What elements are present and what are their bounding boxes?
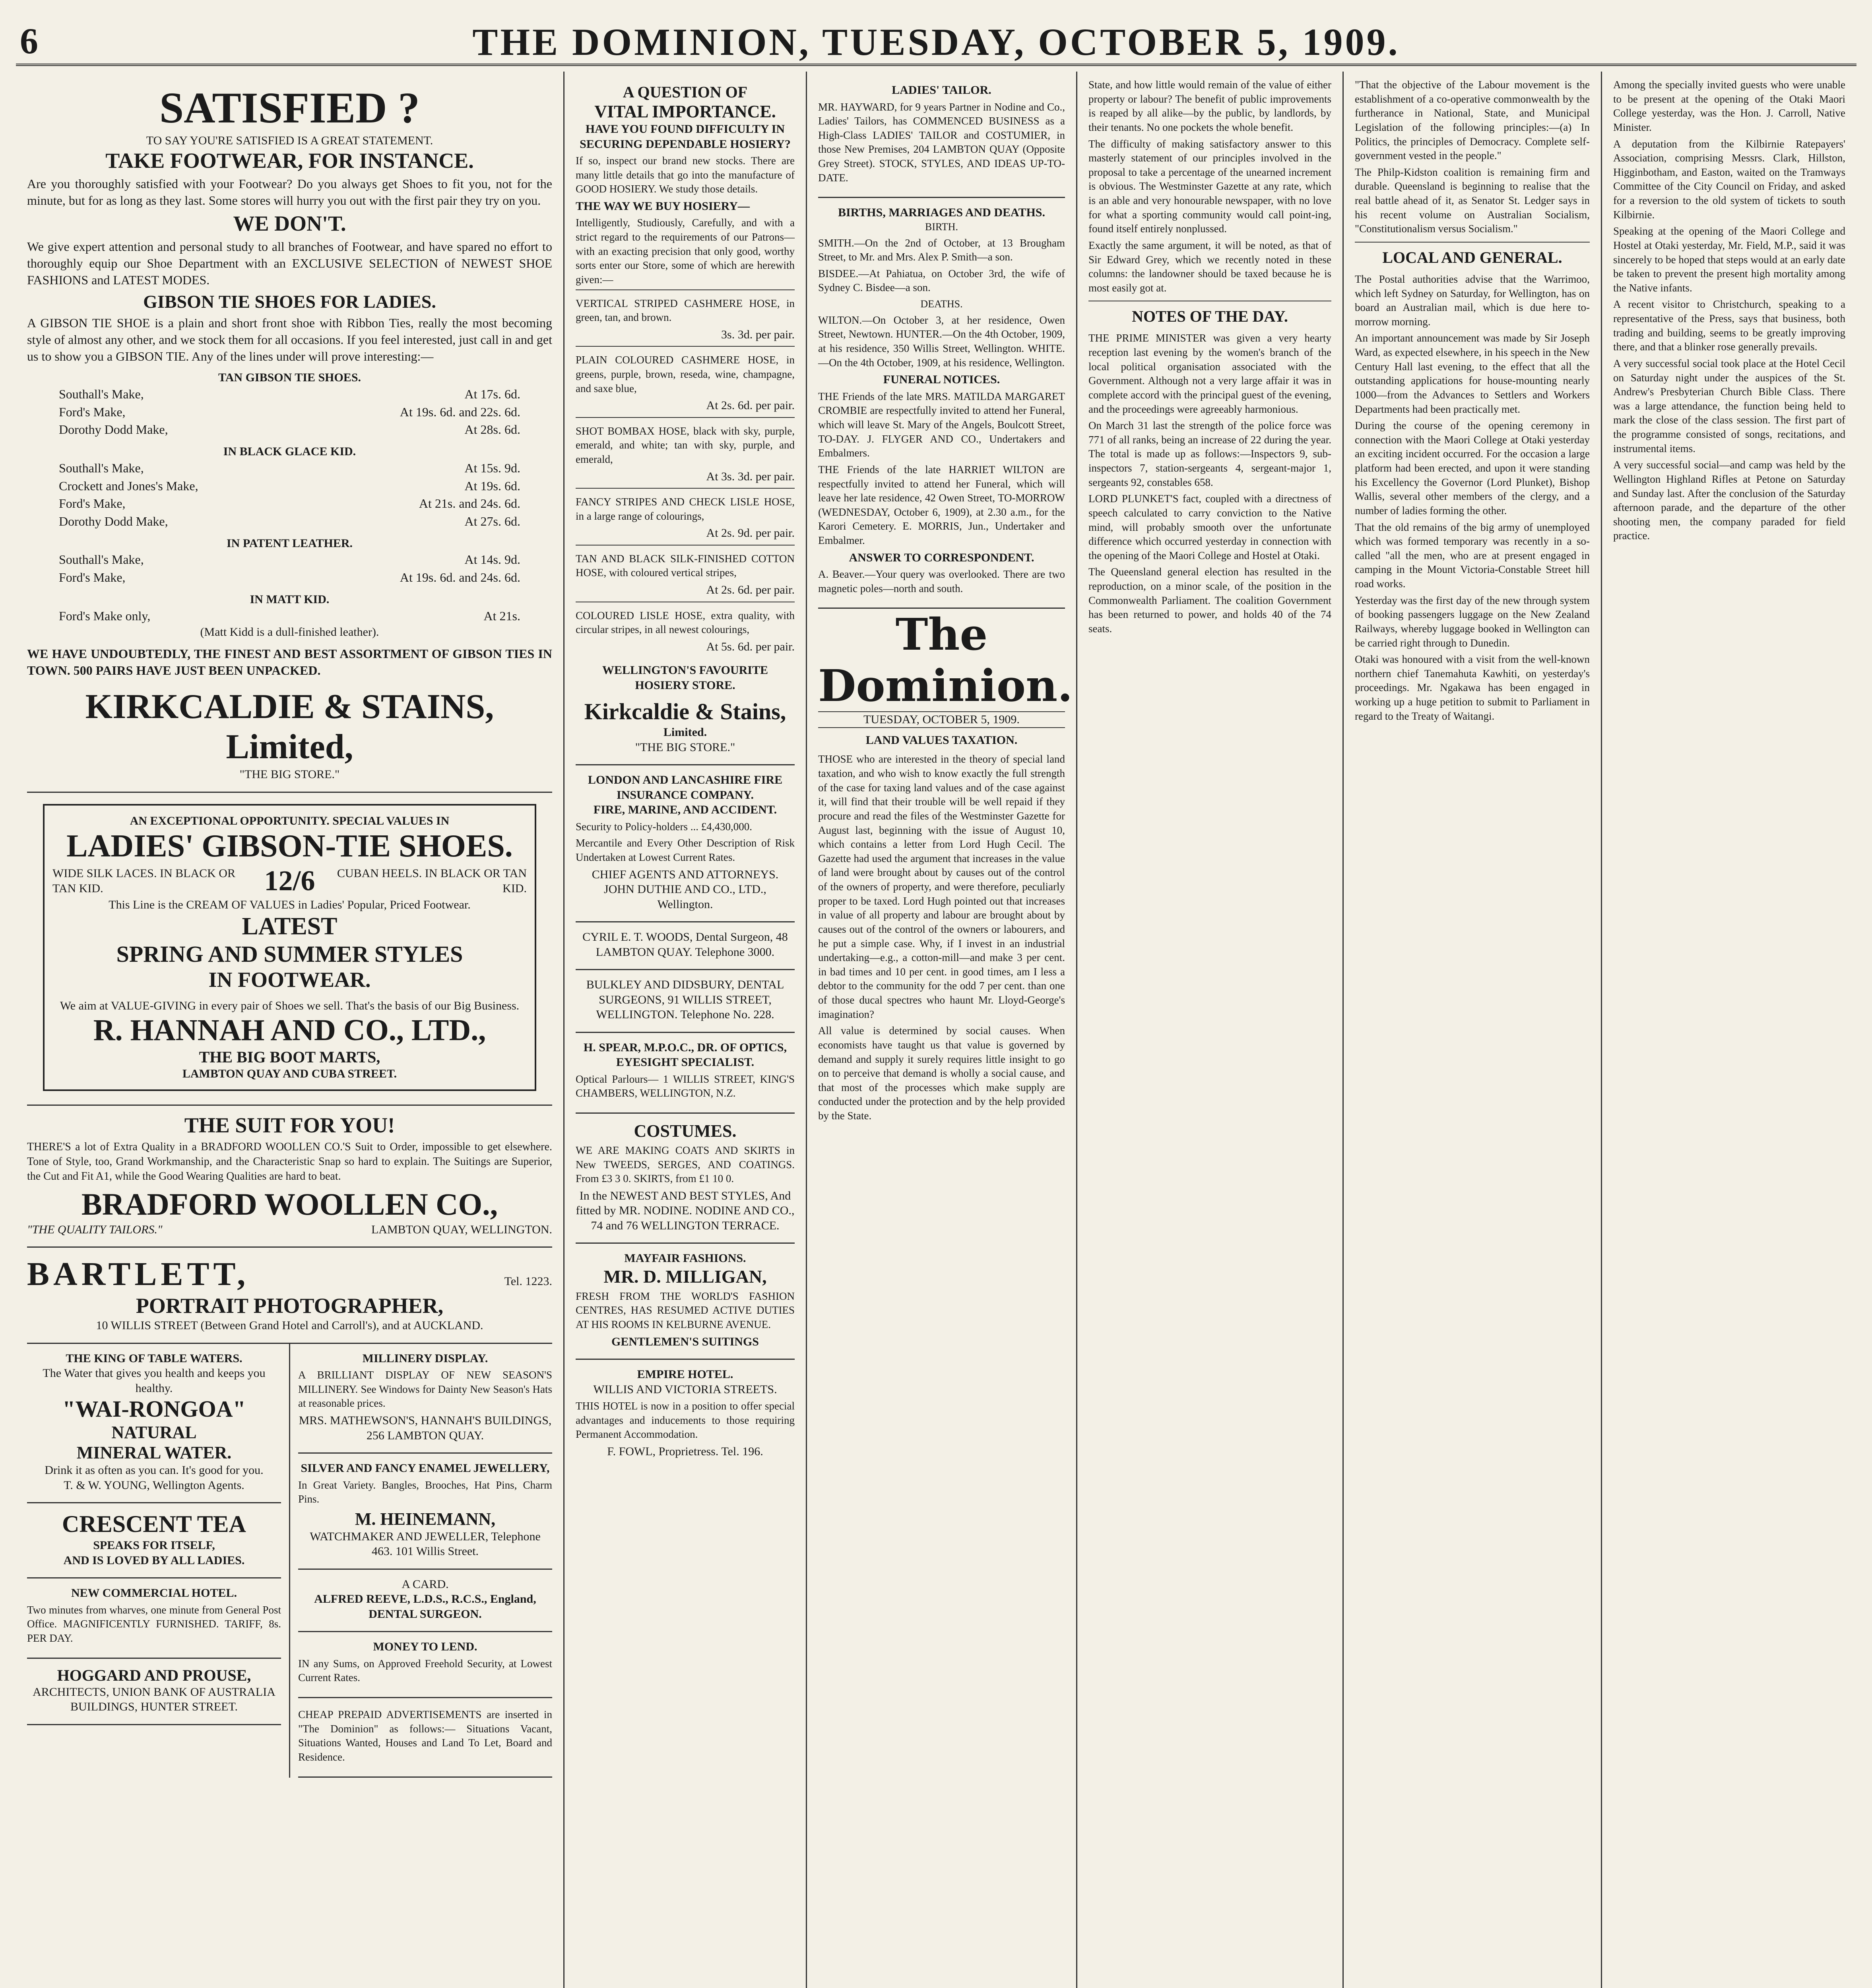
costumes-text: WE ARE MAKING COATS AND SKIRTS in New TWEEDS, SERGES, AND COATINGS. From £3 3 0. SKIRTS, from £1 10 0. [576, 1144, 795, 1185]
make-label: Crockett and Jones's Make, [59, 478, 198, 493]
bulkley-ad [576, 970, 795, 1033]
lower-ads [27, 1344, 552, 1778]
bartlett-name: BARTLETT, [27, 1256, 250, 1293]
col6-text-5: A very successful social took place at the Hotel Cecil on Saturday night under the auspices of the St. Andrew's Presbyterian Church Bible Class. There was a large attendance, the function being held to mark the close of the class session. The first part of the programme consisted of songs, recitations, and instrumental items. [1613, 357, 1845, 454]
mayfair-ad [576, 1244, 795, 1360]
silver-text: In Great Variety. Bangles, Brooches, Hat Pins, Charm Pins. [298, 1479, 552, 1505]
in-footwear: IN FOOTWEAR. [208, 967, 371, 992]
price-label: At 17s. 6d. [464, 386, 520, 401]
costumes-ad [576, 1114, 795, 1244]
price-label: At 14s. 9d. [464, 552, 520, 567]
make-label: Dorothy Dodd Make, [59, 422, 168, 437]
satisfied-ad [27, 76, 552, 793]
hosiery-item [576, 346, 795, 417]
newest-styles: In the NEWEST AND BEST STYLES, And fitted by MR. NODINE. NODINE AND CO., 74 and 76 WELLINGTON TERRACE. [576, 1189, 795, 1232]
big-store: "THE BIG STORE." [239, 768, 340, 781]
editorial-body-2: All value is determined by social causes. When economists have taught us that value is governed by demand and supply it surely requires little insight to go on to perceive that demand is wholly a social cause, and that most of the processes which make supply are conducted under the protection and by the help provided by the State. [818, 1025, 1065, 1122]
security: Security to Policy-holders ... £4,430,000. [576, 820, 752, 833]
make-label: Ford's Make only, [59, 608, 151, 623]
gibson-title: GIBSON TIE SHOES FOR LADIES. [143, 291, 436, 312]
take-footwear: TAKE FOOTWEAR, FOR INSTANCE. [105, 148, 474, 173]
boot-marts: THE BIG BOOT MARTS, [199, 1048, 380, 1066]
hosiery-item [576, 488, 795, 545]
editorial-title: LAND VALUES TAXATION. [865, 733, 1018, 747]
card-title: A CARD. [402, 1577, 449, 1591]
king-text: The Water that gives you health and keeps you healthy. [43, 1367, 266, 1395]
bartlett-address: 10 WILLIS STREET (Between Grand Hotel and Carroll's), and at AUCKLAND. [96, 1319, 483, 1332]
kirk-limited: Limited. [663, 726, 707, 739]
suit-ad [27, 1106, 552, 1248]
dominion-nameplate: The Dominion. [818, 609, 1073, 712]
price-label: At 19s. 6d. and 24s. 6d. [400, 570, 520, 585]
hannah-box [43, 804, 536, 1091]
notes-3: LORD PLUNKET'S fact, coupled with a directness of speech calculated to carry conviction to the Native mind, will probably smooth over the unfortunate difference which occurred yesterday in connection with the opening of the Maori College and Hostel at Otaki. [1088, 493, 1331, 561]
local-2: An important announcement was made by Sir Joseph Ward, as expected elsewhere, in his speech in the New Century Hall last evening, to the effect that all the outstanding applications for house-mounting nearly 1000—from the Advances to Settlers and Workers Departments had been practically met. [1355, 332, 1590, 415]
notes-1: THE PRIME MINISTER was given a very hearty reception last evening by the women's branch of the local political organisation associated with the Government. Although not a very large affair it was in complete accord with the principal guest of the evening, and the proceedings were agreeably harmonious. [1088, 332, 1331, 415]
funeral-title: FUNERAL NOTICES. [883, 373, 1000, 386]
column-3 [807, 72, 1077, 1988]
difficulty: HAVE YOU FOUND DIFFICULTY IN SECURING DEPENDABLE HOSIERY? [580, 122, 791, 151]
editorial-date: TUESDAY, OCTOBER 5, 1909. [818, 711, 1065, 728]
tailor-title: LADIES' TAILOR. [892, 83, 991, 97]
mineral-water: MINERAL WATER. [76, 1443, 232, 1463]
milligan-name: MR. D. MILLIGAN, [603, 1266, 767, 1287]
satisfied-sub: TO SAY YOU'RE SATISFIED IS A GREAT STATEMENT. [146, 134, 433, 147]
hosiery-desc: TAN AND BLACK SILK-FINISHED COTTON HOSE, with coloured vertical stripes, [576, 552, 795, 579]
price-row [27, 569, 552, 586]
patent-title: IN PATENT LEATHER. [226, 536, 353, 550]
hosiery-item [576, 545, 795, 602]
price-label: At 21s. [483, 608, 520, 623]
satisfied-title: SATISFIED ? [159, 83, 420, 132]
laces-left: WIDE SILK LACES. IN BLACK OR TAN KID. [52, 867, 235, 895]
hotel-title: NEW COMMERCIAL HOTEL. [71, 1586, 237, 1600]
hosiery-price: At 3s. 3d. per pair. [706, 470, 795, 483]
price-label: At 27s. 6d. [464, 514, 520, 529]
bartlett-row [27, 1255, 552, 1293]
make-label: Southall's Make, [59, 386, 144, 401]
money-ad [298, 1632, 552, 1698]
price-label: At 21s. and 24s. 6d. [419, 496, 520, 511]
loved: AND IS LOVED BY ALL LADIES. [63, 1553, 245, 1567]
hosiery-price: At 2s. 9d. per pair. [706, 526, 795, 540]
masthead [16, 16, 1856, 66]
price-row [27, 513, 552, 530]
local-4: That the old remains of the big army of unemployed which was formed temporary was recently in a so-called "all the men, who are at present engaged in camping in the Mount Victoria-Constable Street hill road works. [1355, 521, 1590, 590]
hannah-address: LAMBTON QUAY AND CUBA STREET. [182, 1067, 397, 1081]
price-label: At 15s. 9d. [464, 460, 520, 475]
bradford-name: BRADFORD WOOLLEN CO., [81, 1186, 498, 1221]
lower-right-ads [290, 1344, 552, 1778]
favourite-store: WELLINGTON'S FAVOURITE HOSIERY STORE. [602, 664, 768, 692]
hotel-ad [27, 1578, 281, 1658]
deaths-title: DEATHS. [920, 298, 963, 310]
hosiery-item [576, 602, 795, 658]
money-text: IN any Sums, on Approved Freehold Security, at Lowest Current Rates. [298, 1657, 552, 1684]
make-label: Ford's Make, [59, 570, 126, 585]
fowl-proprietress: F. FOWL, Proprietress. Tel. 196. [607, 1445, 763, 1458]
hoggard-sub: ARCHITECTS, UNION BANK OF AUSTRALIA BUILDINGS, HUNTER STREET. [33, 1685, 275, 1714]
heinemann: M. HEINEMANN, [355, 1509, 496, 1529]
price-row [52, 864, 527, 897]
price: 12/6 [264, 865, 315, 897]
hosiery-desc: VERTICAL STRIPED CASHMERE HOSE, in green, tan, and brown. [576, 297, 795, 324]
millinery-ad [298, 1344, 552, 1454]
col6-text-2: A deputation from the Kilbirnie Ratepayers' Association, comprising Messrs. Clark, Hillston, Higginbotham, and Easton, waited on the Tramways Committee of the City Council on Friday, and asked for a reversion to the old system of tickets to south Kilbirnie. [1613, 138, 1845, 221]
hoggard-name: HOGGARD AND PROUSE, [57, 1666, 251, 1684]
chief-agents: CHIEF AGENTS AND ATTORNEYS. JOHN DUTHIE AND CO., LTD., Wellington. [592, 868, 779, 911]
laces-right: CUBAN HEELS. IN BLACK OR TAN KID. [337, 867, 527, 895]
notes-4: The Queensland general election has resulted in the reproduction, on a minor scale, of the position in the Commonwealth Parliament. The coalition Government has been returned to power, and holds 40 of the 74 seats. [1088, 566, 1331, 635]
ladies-gibson-shoes: LADIES' GIBSON-TIE SHOES. [66, 829, 513, 864]
column-6 [1602, 72, 1856, 1988]
have-assortment: WE HAVE UNDOUBTEDLY, THE FINEST AND BEST ASSORTMENT OF GIBSON TIES IN TOWN. 500 PAIRS HAVE JUST BEEN UNPACKED. [27, 646, 552, 678]
spear-ad [576, 1033, 795, 1114]
deaths-text: WILTON.—On October 3, at her residence, Owen Street, Newtown. HUNTER.—On the 4th October, 1909, at his residence, 350 Willis Street, Wellington. WHITE.—On the 4th October, 1909, at his residence, Wellington. [818, 314, 1065, 369]
price-row [27, 459, 552, 477]
opportunity: AN EXCEPTIONAL OPPORTUNITY. SPECIAL VALUES IN [130, 814, 450, 827]
matt-note: (Matt Kidd is a dull-finished leather). [200, 625, 379, 639]
natural: NATURAL [111, 1423, 197, 1442]
london-lancashire: LONDON AND LANCASHIRE FIRE INSURANCE COMPANY. [588, 773, 783, 802]
heinemann-text: WATCHMAKER AND JEWELLER, Telephone 463. 101 Willis Street. [310, 1530, 541, 1558]
suit-text: THERE'S a lot of Extra Quality in a BRADFORD WOOLLEN CO.'S Suit to Order, impossible to get elsewhere. Tone of Style, too, Grand Workmanship, and the Characteristic Snap so hard to explain. The Suitings are Superior, the Cut and Fit A1, while the Good Wearing Qualities are hard to beat. [27, 1140, 552, 1182]
matt-title: IN MATT KID. [250, 593, 330, 606]
make-label: Ford's Make, [59, 404, 126, 419]
hosiery-price: At 5s. 6d. per pair. [706, 640, 795, 653]
millinery-text: A BRILLIANT DISPLAY OF NEW SEASON'S MILLINERY. See Windows for Dainty New Season's Hats at reasonable prices. [298, 1369, 552, 1409]
glace-title: IN BLACK GLACE KID. [223, 445, 356, 458]
millinery-title: MILLINERY DISPLAY. [362, 1351, 488, 1365]
bartlett-ad [27, 1248, 552, 1344]
funeral-text-2: THE Friends of the late HARRIET WILTON are respectfully invited to attend her Funeral, which will leave her late residence, 42 Owen Street, TO-MORROW (WEDNESDAY, October 6, 1909), at 2.30 a.m., for the Karori Cemetery. E. MORRIS, Jun., Undertaker and Embalmer. [818, 463, 1065, 547]
tailor-ad [818, 76, 1065, 198]
bradford-address: LAMBTON QUAY, WELLINGTON. [371, 1223, 552, 1236]
local-3: During the course of the opening ceremony in connection with the Maori College at Otaki yesterday an exciting incident occurred. For the occasion a large platform had been erected, and upon it were standing his Excellency the Governor (Lord Plunket), Bishop Wallis, several other members of the clergy, and a number of ladies forming the other. [1355, 419, 1590, 516]
price-label: At 19s. 6d. [464, 478, 520, 493]
young-agents: T. & W. YOUNG, Wellington Agents. [64, 1478, 244, 1492]
vital: VITAL IMPORTANCE. [594, 102, 776, 121]
fire-marine: FIRE, MARINE, AND ACCIDENT. [593, 803, 777, 817]
hosiery-text-2: Intelligently, Studiously, Carefully, and with a strict regard to the requirements of our Patrons—with an exacting precision that only good, worthy sorts enter our Store, some of which are herewith given:— [576, 217, 795, 285]
col6-text-3: Speaking at the opening of the Maori College and Hostel at Otaki yesterday, Mr. Field, M.P., said it was sincerely to be hoped that steps would at an early date be taken to prevent the present high mortality among the Native infants. [1613, 225, 1845, 294]
mayfair-title: MAYFAIR FASHIONS. [624, 1252, 746, 1265]
drink-text: Drink it as often as you can. It's good for you. [45, 1464, 264, 1477]
millinery-address: MRS. MATHEWSON'S, HANNAH'S BUILDINGS, 256 LAMBTON QUAY. [299, 1414, 552, 1442]
glace-list [27, 459, 552, 530]
make-label: Southall's Make, [59, 460, 144, 475]
price-row [27, 421, 552, 439]
local-5: Yesterday was the first day of the new through system of booking passengers luggage on the New Zealand Railways, whereby luggage booked in Wellington can be carried right through to Dunedin. [1355, 594, 1590, 649]
funeral-text: THE Friends of the late MRS. MATILDA MARGARET CROMBIE are respectfully invited to attend her Funeral, which will leave St. Mary of the Angels, Boulcott Street, TO-DAY. J. FLYGER AND CO., Undertakers and Embalmers. [818, 390, 1065, 459]
speaks: SPEAKS FOR ITSELF, [93, 1539, 215, 1552]
hosiery-price: At 2s. 6d. per pair. [706, 399, 795, 412]
birth-text: SMITH.—On the 2nd of October, at 13 Brougham Street, to Mr. and Mrs. Alex P. Smith—a son. [818, 237, 1065, 263]
costumes-title: COSTUMES. [634, 1121, 737, 1141]
hosiery-desc: COLOURED LISLE HOSE, extra quality, with circular stripes, in all newest colourings, [576, 609, 795, 636]
hosiery-list [576, 289, 795, 658]
price-row [27, 495, 552, 513]
make-label: Southall's Make, [59, 552, 144, 567]
notes-2: On March 31 last the strength of the police force was 771 of all ranks, being an increase of 22 during the year. The total is made up as follows:—Inspectors 9, sub-inspectors 7, station-sergeants 4, sergeant-major 1, sergeants 92, constables 658. [1088, 419, 1331, 488]
king-title: THE KING OF TABLE WATERS. [66, 1351, 242, 1365]
column-5 [1344, 72, 1602, 1988]
hosiery-text-1: If so, inspect our brand new stocks. There are many little details that go into the manufacture of GOOD HOSIERY. We study those details. [576, 155, 795, 195]
hannah-name: R. HANNAH AND CO., LTD., [93, 1013, 486, 1047]
notes-title: NOTES OF THE DAY. [1132, 307, 1288, 326]
portrait-photographer: PORTRAIT PHOTOGRAPHER, [136, 1294, 444, 1318]
col4-text-2: The difficulty of making satisfactory answer to this masterly statement of our principles involved in the proposal to take a percentage of the unearned increment is obvious. The Westminster Gazette at any rate, which is an able and very honourable newspaper, with no love for what a sporting community would call point-ing, found itself entirely nonplussed. [1088, 138, 1331, 235]
hosiery-price: 3s. 3d. per pair. [721, 328, 795, 341]
correspondent-text: A. Beaver.—Your query was overlooked. There are two magnetic poles—north and south. [818, 568, 1065, 594]
silver-title: SILVER AND FANCY ENAMEL JEWELLERY, [301, 1462, 550, 1475]
empire-ad [576, 1360, 795, 1468]
suit-title: THE SUIT FOR YOU! [184, 1113, 395, 1137]
reeve-ad [298, 1570, 552, 1633]
empire-title: EMPIRE HOTEL. [637, 1368, 733, 1381]
bisdee-text: BISDEE.—At Pahiatua, on October 3rd, the wife of Sydney C. Bisdee—a son. [818, 267, 1065, 294]
cheap-ad [298, 1698, 552, 1778]
hosiery-ad [576, 76, 795, 765]
make-label: Dorothy Dodd Make, [59, 514, 168, 529]
gibson-desc: A GIBSON TIE SHOE is a plain and short front shoe with Ribbon Ties, really the most becoming style of almost any other, and we stock them for all occasions. If you feel interested, just call in and get us to show you a GIBSON TIE. Any of the lines under will prove interesting:— [27, 315, 552, 364]
spring-summer: SPRING AND SUMMER STYLES [116, 941, 463, 967]
birth-title: BIRTH. [925, 221, 958, 233]
bartlett-tel: Tel. 1223. [504, 1275, 552, 1288]
spear-title: H. SPEAR, M.P.O.C., DR. OF OPTICS, EYESIGHT SPECIALIST. [583, 1041, 787, 1069]
col6-text-6: A very successful social—and camp was held by the Wellington Highland Rifles at Petone on Saturday and Sunday last. After the conclusion of the Saturday afternoon parade, and the departure of the other shooting men, the company paraded for field practice. [1613, 459, 1845, 542]
price-row [27, 607, 552, 625]
kirk-name: Kirkcaldie & Stains, [584, 699, 786, 725]
gents-suitings: GENTLEMEN'S SUITINGS [611, 1335, 759, 1348]
woods-ad [576, 922, 795, 970]
col6-text-4: A recent visitor to Christchurch, speaking to a representative of the Press, says that business, both trading and building, seems to be greatly improving there, and that a blinker rose generally prevails. [1613, 298, 1845, 353]
price-row [27, 385, 552, 403]
lower-left-ads [27, 1344, 290, 1778]
column-4 [1077, 72, 1344, 1988]
milligan-text: FRESH FROM THE WORLD'S FASHION CENTRES, HAS RESUMED ACTIVE DUTIES AT HIS ROOMS IN KELBURNE AVENUE. [576, 1290, 795, 1330]
hosiery-desc: SHOT BOMBAX HOSE, black with sky, purple, emerald, and white; tan with sky, purple, and emerald, [576, 425, 795, 465]
quality-tailors: "THE QUALITY TAILORS." [27, 1223, 163, 1236]
kirk-big-store: "THE BIG STORE." [635, 740, 735, 754]
bulkley-text: BULKLEY AND DIDSBURY, DENTAL SURGEONS, 91 WILLIS STREET, WELLINGTON. Telephone No. 228. [586, 978, 784, 1021]
cream-line: This Line is the CREAM OF VALUES in Ladies' Popular, Priced Footwear. [109, 898, 471, 912]
hosiery-price: At 2s. 6d. per pair. [706, 583, 795, 596]
column-2 [565, 72, 807, 1988]
bmd-section [818, 198, 1065, 609]
col5-text-2: The Philp-Kidston coalition is remaining firm and durable. Queensland is beginning to realise that the real battle ahead of it, as Senator St. Ledger says in his recent volume on Australian Socialism, "Constitutionalism versus Socialism." [1355, 166, 1590, 235]
spear-text: Optical Parlours— 1 WILLIS STREET, KING'S CHAMBERS, WELLINGTON, N.Z. [576, 1073, 795, 1099]
price-label: At 28s. 6d. [464, 422, 520, 437]
divider [1355, 242, 1590, 243]
price-row [27, 403, 552, 421]
hosiery-item [576, 289, 795, 346]
bradford-sub-row [27, 1222, 552, 1237]
col4-text-3: Exactly the same argument, it will be noted, as that of Sir Edward Grey, which we recently noted in these columns: the landowner should be taxed because he is most easily got at. [1088, 239, 1331, 294]
question: A QUESTION OF [623, 83, 748, 101]
tan-title: TAN GIBSON TIE SHOES. [218, 371, 361, 384]
hannah-ad [27, 793, 552, 1106]
price-label: At 19s. 6d. and 22s. 6d. [400, 404, 520, 419]
intro-text: Are you thoroughly satisfied with your Footwear? Do you always get Shoes to fit you, not for the minute, but for as long as they last. Some stores will hurry you out with the first pair they try on you. [27, 176, 552, 208]
correspondent-title: ANSWER TO CORRESPONDENT. [849, 551, 1034, 564]
way-we-buy: THE WAY WE BUY HOSIERY— [576, 199, 750, 213]
local-title: LOCAL AND GENERAL. [1382, 248, 1562, 266]
newspaper-title: THE DOMINION, TUESDAY, OCTOBER 5, 1909. [472, 21, 1400, 63]
bmd-title: BIRTHS, MARRIAGES AND DEATHS. [838, 206, 1045, 219]
crescent-tea: CRESCENT TEA [62, 1511, 246, 1538]
wairongoa: "WAI-RONGOA" [62, 1396, 246, 1422]
tan-list [27, 385, 552, 439]
price-row [27, 477, 552, 495]
wairongoa-ad [27, 1344, 281, 1504]
empire-sub: WILLIS AND VICTORIA STREETS. [593, 1382, 777, 1396]
price-row [27, 551, 552, 569]
hosiery-item [576, 417, 795, 488]
hoggard-ad [27, 1659, 281, 1725]
tailor-text: MR. HAYWARD, for 9 years Partner in Nodine and Co., Ladies' Tailors, has COMMENCED BUSINESS as a High-Class LADIES' TAILOR and COSTUMIER, in those New Premises, 204 LAMBTON QUAY (Opposite Grey Street). STOCK, STYLES, AND IDEAS UP-TO-DATE. [818, 101, 1065, 184]
money-title: MONEY TO LEND. [373, 1640, 477, 1654]
insurance-ad [576, 765, 795, 922]
hotel-text: Two minutes from wharves, one minute from General Post Office. MAGNIFICENTLY FURNISHED. TARIFF, 8s. PER DAY. [27, 1604, 281, 1644]
value-line: We aim at VALUE-GIVING in every pair of Shoes we sell. That's the basis of our Big Business. [60, 999, 520, 1012]
cheap-text: CHEAP PREPAID ADVERTISEMENTS are inserted in "The Dominion" as follows:— Situations Vacant, Situations Wanted, Houses and Land To Let, Board and Residence. [298, 1708, 552, 1763]
local-6: Otaki was honoured with a visit from the well-known northern chief Tanemahuta Kawhiti, on yesterday's proceedings. Mr. Ngakawa has been engaged in working up a huge petition to submit to Parliament in regard to the Treaty of Waitangi. [1355, 653, 1590, 722]
matt-list [27, 607, 552, 625]
reeve-name: ALFRED REEVE, L.D.S., R.C.S., England, DENTAL SURGEON. [314, 1592, 536, 1621]
kirkcaldie-heading: KIRKCALDIE & STAINS, Limited, [85, 687, 494, 767]
col6-text-1: Among the specially invited guests who were unable to be present at the opening of the Otaki Maori College yesterday, was the Hon. J. Carroll, Native Minister. [1613, 79, 1845, 133]
latest: LATEST [242, 912, 338, 940]
empire-text: THIS HOTEL is now in a position to offer special advantages and inducements to those requiring Permanent Accommodation. [576, 1400, 795, 1441]
crescent-ad [27, 1503, 281, 1578]
silver-ad [298, 1454, 552, 1570]
column-1 [16, 72, 565, 1988]
patent-list [27, 551, 552, 586]
make-label: Ford's Make, [59, 496, 126, 511]
page-number: 6 [20, 21, 38, 61]
local-1: The Postal authorities advise that the Warrimoo, which left Sydney on Saturday, for Wellington, has on board an Australian mail, which is due here to-morrow morning. [1355, 273, 1590, 328]
we-give-text: We give expert attention and personal study to all branches of Footwear, and have spared no effort to thoroughly equip our Shoe Department with an EXCLUSIVE SELECTION of NEWEST SHOE FASHIONS and LATEST MODES. [27, 239, 552, 287]
editorial-body: THOSE who are interested in the theory of special land taxation, and who wish to know exactly the full strength of the case for taxing land values and of the case against it, will find that their trouble will be well repaid if they procure and read the files of the Westminster Gazette for August last, beginning with the issue of August 10, which contains a letter from Lord Hugh Cecil. The Gazette had used the argument that increases in the value of land were brought about by causes out of the control of the owners of property, and were therefore, peculiarly proper to be taxed. Lord Hugh pointed out that increases in value of all property and labour are brought about by causes out of the control of the owners or labourers, and he put a simple case. Why, if I invest in an industrial undertaking—e.g., a cotton-mill—and make 3 per cent. in bad times and 10 per cent. in good times, am I less a debtor to the community for the odd 7 per cent. than one of those ducal spectres who haunt Mr. Lloyd-George's imagination? [818, 753, 1065, 1020]
mercantile: Mercantile and Every Other Description of Risk Undertaken at Lowest Current Rates. [576, 837, 795, 863]
hosiery-desc: PLAIN COLOURED CASHMERE HOSE, in greens, purple, brown, reseda, wine, champagne, and saxe blue, [576, 354, 795, 394]
col5-text-1: "That the objective of the Labour movement is the establishment of a co-operative commonwealth by the furtherance in National, State, and Municipal Legislation of the following principles:—(a) In Politics, the principles of Democracy. Complete self-government vested in the people." [1355, 79, 1590, 162]
we-dont: WE DON'T. [233, 211, 346, 235]
hosiery-desc: FANCY STRIPES AND CHECK LISLE HOSE, in a large range of colourings, [576, 496, 795, 522]
col4-text-1: State, and how little would remain of the value of either property or labour? The benefit of public improvements is reaped by all alike—by the public, by landlords, by their tenants. No one pockets the whole benefit. [1088, 79, 1331, 133]
woods-text: CYRIL E. T. WOODS, Dental Surgeon, 48 LAMBTON QUAY. Telephone 3000. [582, 930, 788, 959]
